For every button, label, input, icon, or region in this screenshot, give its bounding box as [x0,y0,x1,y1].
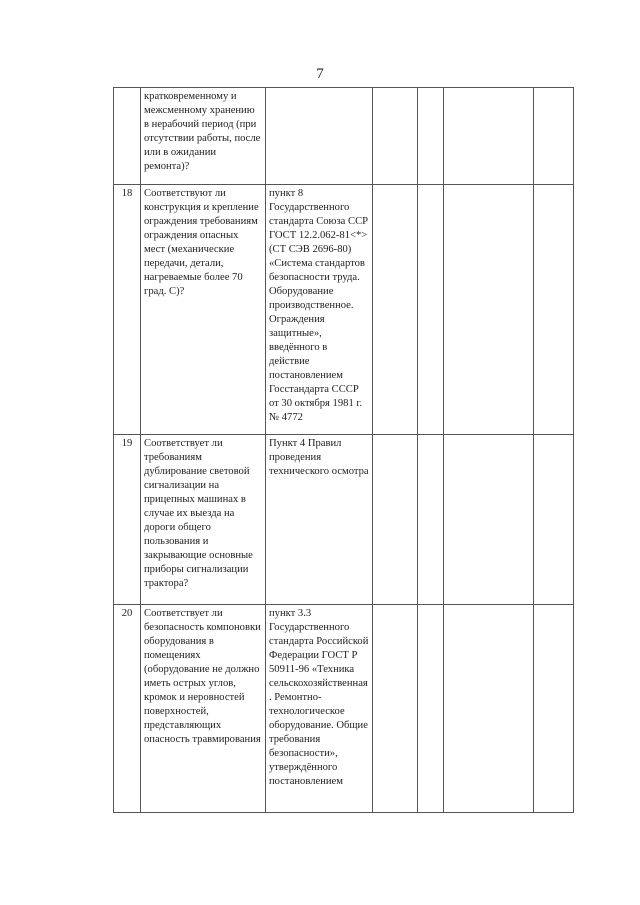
question-cell: кратковременному и межсменному хранению в нерабочий период (при отсутствии работы, после или в ожидании ремонта)? [141,88,266,185]
empty-cell [534,435,574,605]
empty-cell [534,88,574,185]
reference-cell: Пункт 4 Правил проведения технического осмотра [266,435,373,605]
row-number [114,88,141,185]
empty-cell [373,435,418,605]
empty-cell [418,88,444,185]
empty-cell [444,88,534,185]
empty-cell [373,88,418,185]
empty-cell [444,605,534,813]
table-row [114,185,574,435]
row-number: 19 [114,435,141,605]
table-row [114,435,574,605]
empty-cell [534,185,574,435]
empty-cell [444,185,534,435]
empty-cell [444,435,534,605]
table-row [114,88,574,185]
row-number: 18 [114,185,141,435]
empty-cell [418,435,444,605]
row-number: 20 [114,605,141,813]
page-number: 7 [316,66,324,82]
empty-cell [418,605,444,813]
question-cell: Соответствует ли требованиям дублирование световой сигнализации на прицепных машинах в случае их выезда на дороги общего пользования и закрывающие основные приборы сигнализации трактора? [141,435,266,605]
table-row [114,605,574,813]
empty-cell [373,185,418,435]
reference-cell: пункт 3.3 Государственного стандарта Российской Федерации ГОСТ Р 50911-96 «Техника сельскохозяйственная . Ремонтно-технологическое оборудование. Общие требования безопасности», утверждённого постановлением [266,605,373,813]
question-cell: Соответствует ли безопасность компоновки оборудования в помещениях (оборудование не должно иметь острых углов, кромок и неровностей поверхностей, представляющих опасность травмирования [141,605,266,813]
reference-cell: пункт 8 Государственного стандарта Союза ССР ГОСТ 12.2.062-81<*> (СТ СЭВ 2696-80) «Система стандартов безопасности труда. Оборудование производственное. Ограждения защитные», введённого в действие постановлением Госстандарта СССР от 30 октября 1981 г. № 4772 [266,185,373,435]
empty-cell [418,185,444,435]
reference-cell [266,88,373,185]
question-cell: Соответствуют ли конструкция и крепление ограждения требованиям ограждения опасных мест (механические передачи, детали, нагреваемые более 70 град. С)? [141,185,266,435]
empty-cell [373,605,418,813]
empty-cell [534,605,574,813]
checklist-table [113,87,574,813]
